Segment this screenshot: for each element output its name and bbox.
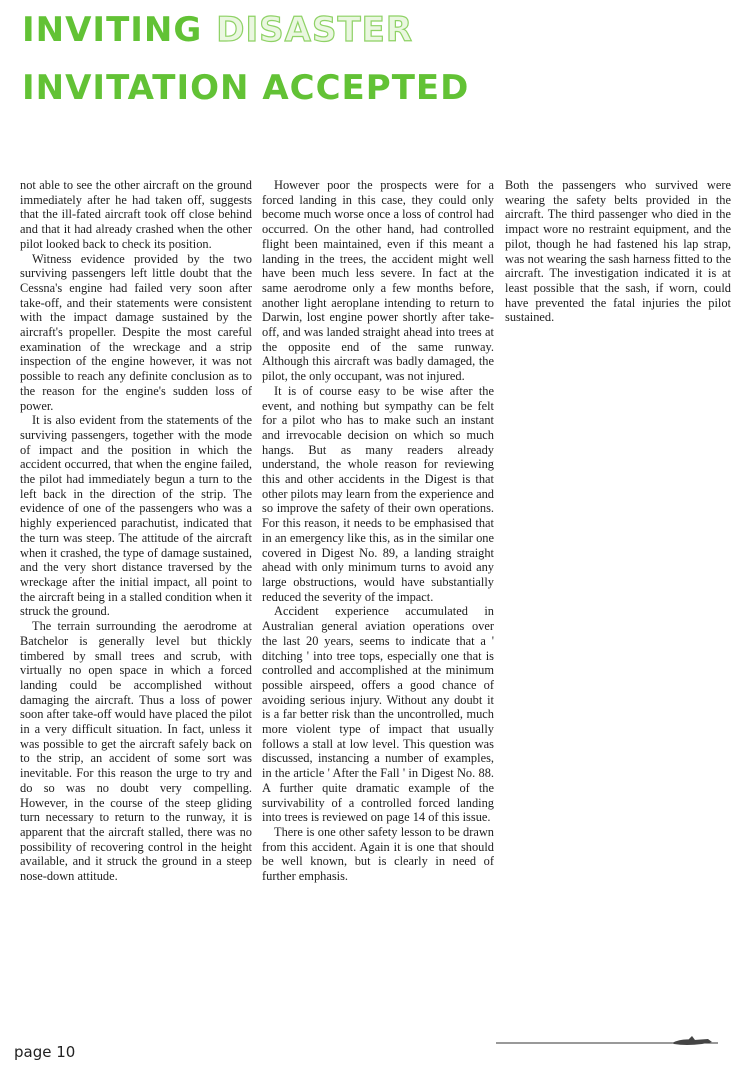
paragraph: There is one other safety lesson to be drawn from this accident. Again it is one that should be well known, but is clearly in need of further emphasis.: [262, 824, 494, 884]
paragraph: The terrain surrounding the aerodrome at Batchelor is generally level but thickly timbered by small trees and scrub, with virtually no open space in which a forced landing could be accomplished without damaging the aircraft. Thus a loss of power soon after take-off would have placed the pilot in a very difficult situation. In fact, unless it was possible to get the aircraft safely back on to the strip, an accident of some sort was inevitable. For this reason the urge to try and do so was no doubt very compelling. However, in the course of the steep gliding turn necessary to return to the runway, it is apparent that the aircraft stalled, there was no possibility of recovering control in the height available, and it struck the ground in a steep nose-down attitude.: [20, 619, 252, 884]
text-column-2: [262, 178, 494, 884]
headline-word-inviting: INVITING: [22, 10, 203, 50]
paragraph: It is also evident from the statements of the surviving passengers, together with the mode of impact and the position in which the accident occurred, that when the engine failed, the pilot had immediately begun a turn to the left back in the direction of the strip. The evidence of one of the passengers who was a highly experienced parachutist, indicated that the turn was steep. The attitude of the aircraft when it crashed, the type of damage sustained, and the very short distance traversed by the wreckage after the initial impact, all point to the aircraft being in a stalled condition when it struck the ground.: [20, 413, 252, 619]
headline-line-2: INVITATION ACCEPTED: [22, 68, 470, 108]
paragraph: Both the passengers who survived were wearing the safety belts provided in the aircraft. The third passenger who died in the impact wore no restraint equipment, and the pilot, though he had fastened his lap strap, was not wearing the sash harness fitted to the aircraft. The investigation indicated it is at least possible that the sash, if worn, could have prevented the fatal injuries the pilot sustained.: [505, 178, 731, 325]
paragraph: Accident experience accumulated in Australian general aviation operations over the last 20 years, seems to indicate that a ' ditching ' into tree tops, especially one that is controlled and accomplished at the minimum possible airspeed, offers a good chance of avoiding serious injury. Without any doubt it is a far better risk than the uncontrolled, much more violent type of impact that usually follows a stall at low level. This question was discussed, instancing a number of examples, in the article ' After the Fall ' in Digest No. 88. A further quite dramatic example of the survivability of a controlled forced landing into trees is reviewed on page 14 of this issue.: [262, 604, 494, 825]
paragraph: Witness evidence provided by the two surviving passengers left little doubt that the Cessna's engine had failed very soon after take-off, and their statements were consistent with the impact damage sustained by the aircraft's propeller. Despite the most careful examination of the wreckage and a strip inspection of the engine however, it was not possible to reach any definite conclusion as to the reason for the engine's sudden loss of power.: [20, 251, 252, 413]
text-column-3: [505, 178, 731, 325]
page-number: page 10: [14, 1043, 76, 1061]
end-rule-aircraft-ornament: [496, 1035, 718, 1049]
headline-line-1: [22, 10, 413, 50]
paragraph: However poor the prospects were for a forced landing in this case, they could only become much worse once a loss of control had occurred. On the other hand, had controlled flight been maintained, even if this meant a landing in the trees, the accident might well have been much less severe. In fact at the same aerodrome only a few months before, another light aeroplane intending to return to Darwin, lost engine power shortly after take-off, and was landed straight ahead into trees at the opposite end of the same runway. Although this aircraft was badly damaged, the pilot, the only occupant, was not injured.: [262, 178, 494, 384]
headline-word-disaster: DISASTER: [216, 10, 414, 50]
paragraph: not able to see the other aircraft on the ground immediately after he had taken off, suggests that the ill-fated aircraft took off close behind and that it had already crashed when the other pilot looked back to check its position.: [20, 178, 252, 251]
text-column-1: [20, 178, 252, 884]
paragraph: It is of course easy to be wise after the event, and nothing but sympathy can be felt for a pilot who has to make such an instant and irrevocable decision on which so much hangs. But as many readers already understand, the whole reason for reviewing this and other accidents in the Digest is that other pilots may learn from the experience and so improve the safety of their own operations. For this reason, it needs to be emphasised that in an emergency like this, as in the similar one covered in Digest No. 89, a landing straight ahead with only minimum turns to avoid any large obstructions, would have substantially reduced the severity of the impact.: [262, 383, 494, 604]
